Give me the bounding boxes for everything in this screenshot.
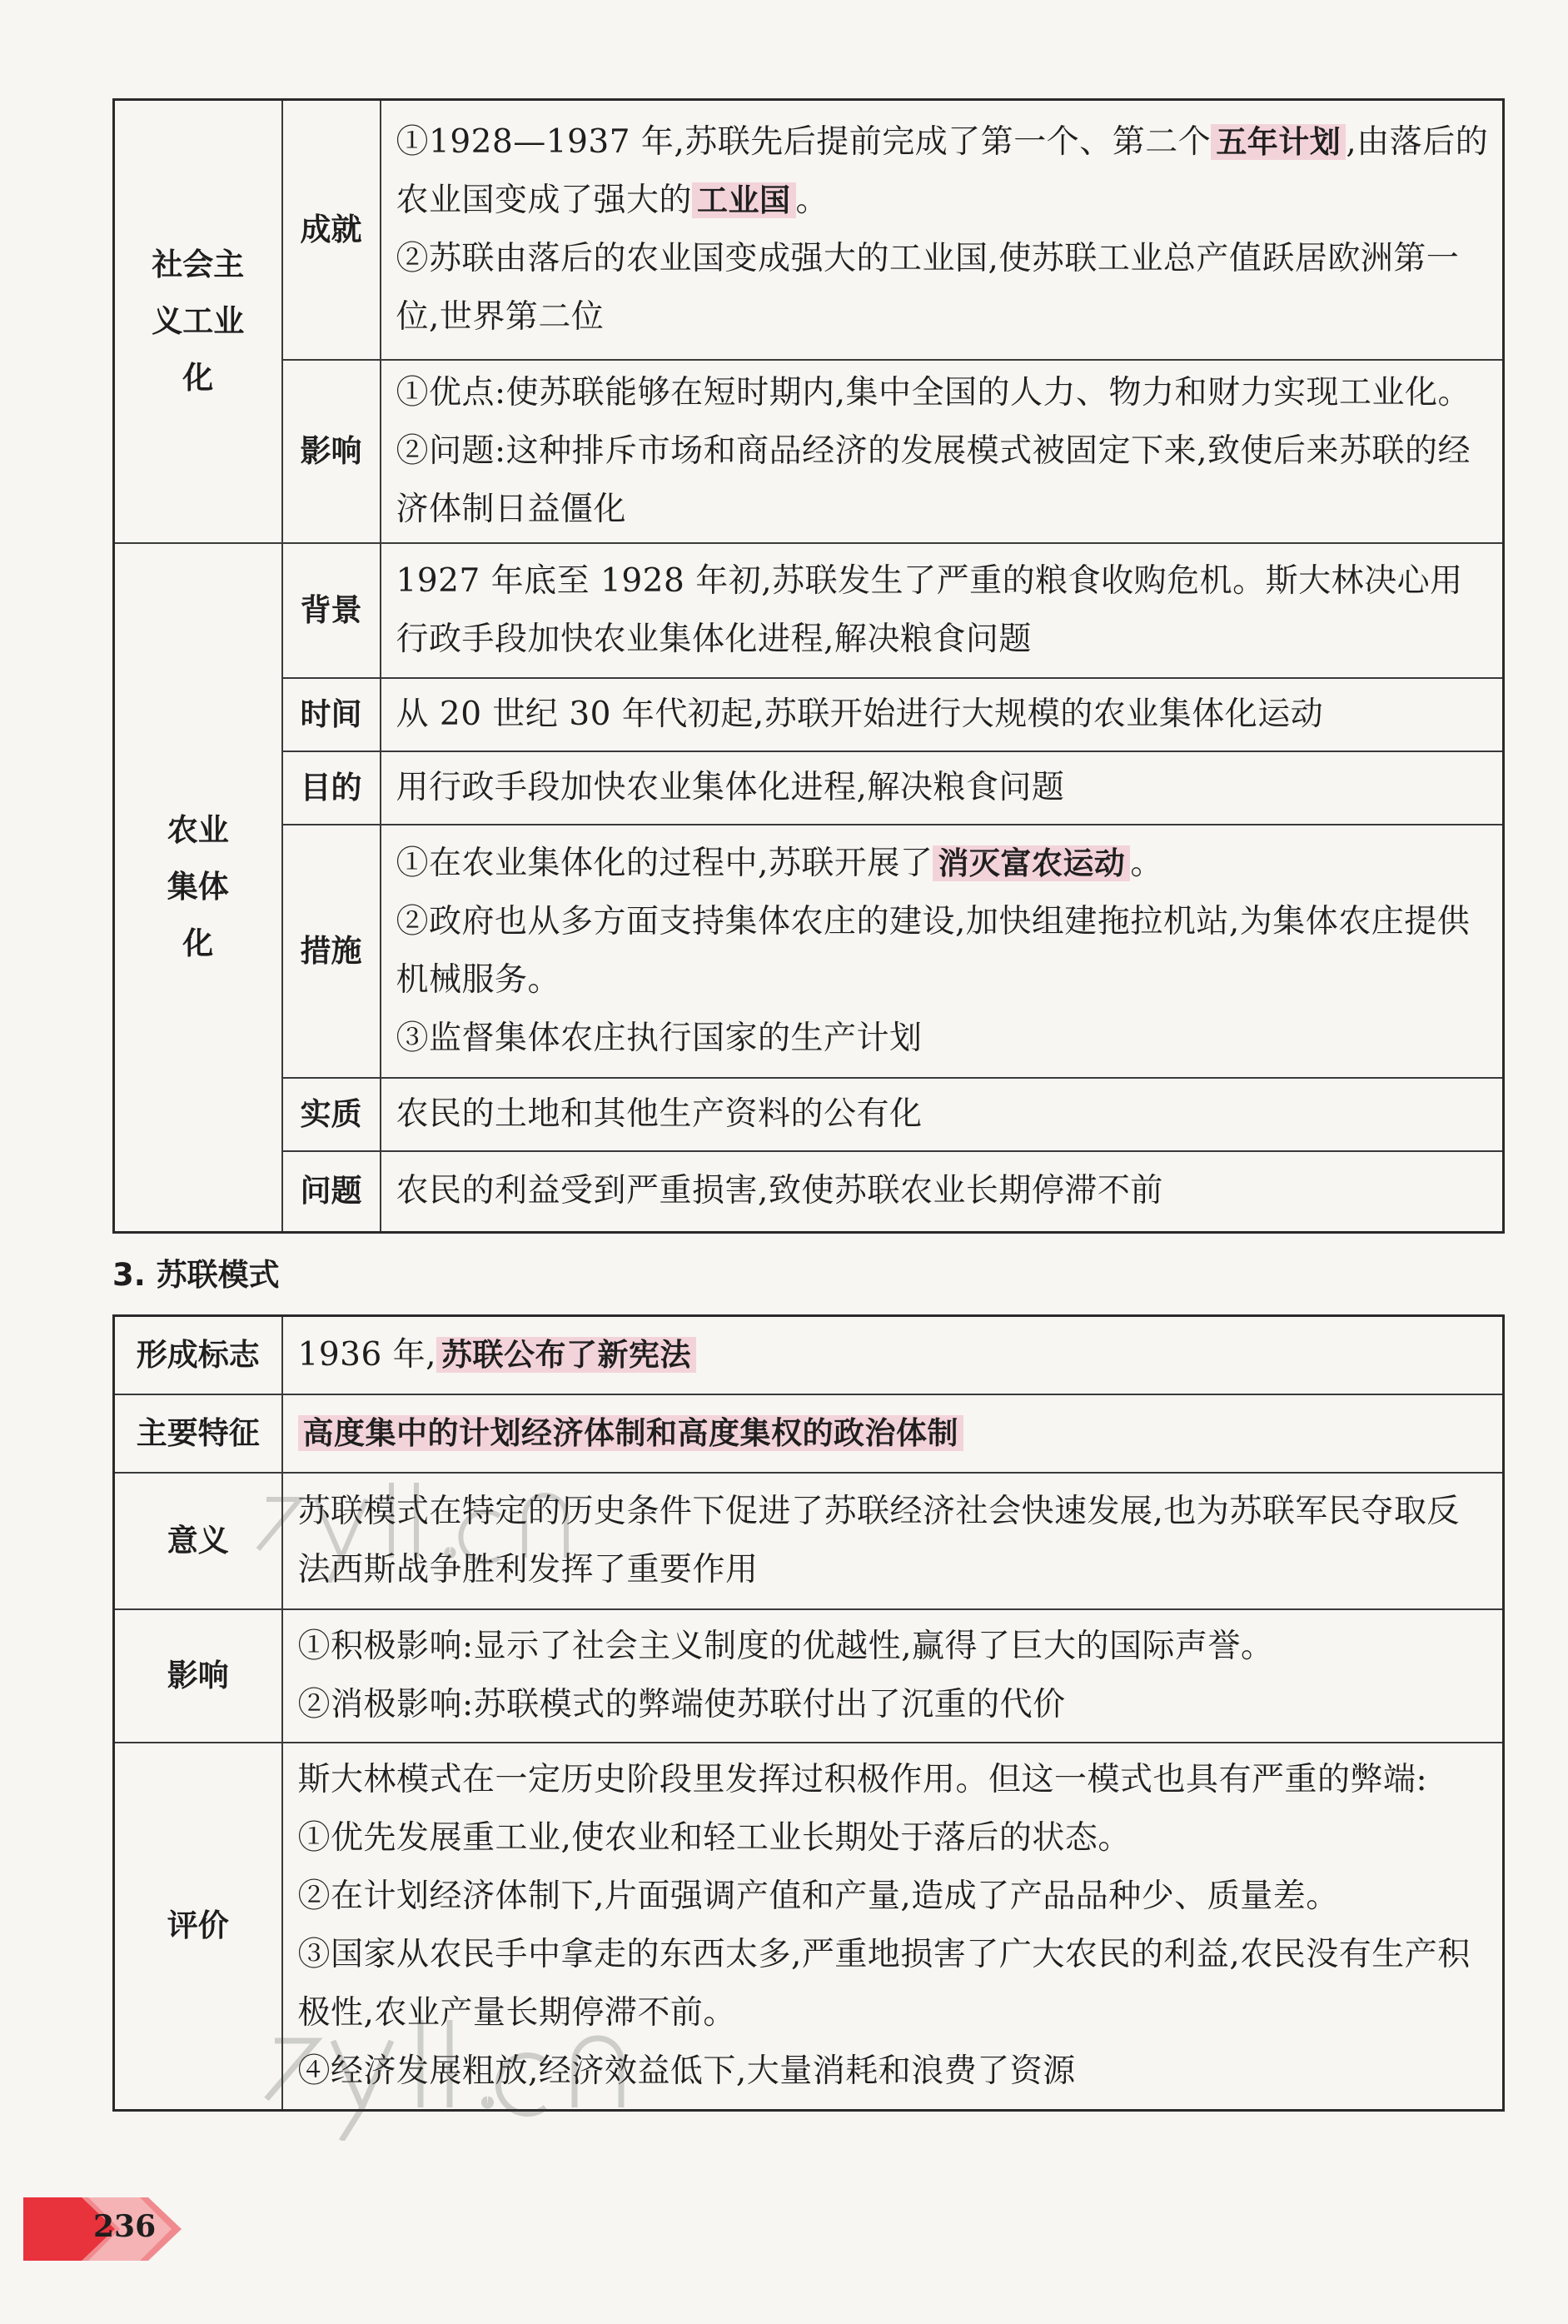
section-title: 3. 苏联模式 (112, 1257, 280, 1293)
row-label-measures: 措施 (282, 825, 381, 1078)
row-label-formation: 形成标志 (114, 1316, 282, 1394)
paragraph: 斯大林模式在一定历史阶段里发挥过积极作用。但这一模式也具有严重的弊端: (297, 1761, 1428, 1799)
highlight-new-constitution: 苏联公布了新宪法 (436, 1337, 696, 1373)
paragraph: ①优先发展重工业,使农业和轻工业长期处于落后的状态。 (297, 1819, 1131, 1858)
category-collectivization: 农业集体化 (114, 543, 282, 1233)
row-label-purpose: 目的 (282, 751, 381, 825)
row-label-background: 背景 (282, 543, 381, 678)
row-label-evaluation: 评价 (114, 1743, 282, 2111)
paragraph: ②在计划经济体制下,片面强调产值和产量,造成了产品品种少、质量差。 (297, 1878, 1339, 1916)
row-label-influence: 影响 (114, 1609, 282, 1743)
table-industrialization-collectivization (112, 98, 1505, 1234)
row-label-problem: 问题 (282, 1151, 381, 1233)
paragraph: ①积极影响:显示了社会主义制度的优越性,赢得了巨大的国际声誉。 (297, 1627, 1274, 1665)
row-content-evaluation (282, 1743, 1504, 2111)
table-soviet-model (112, 1314, 1505, 2112)
paragraph: ②苏联由落后的农业国变成强大的工业国,使苏联工业总产值跃居欧洲第一位,世界第二位 (396, 239, 1460, 336)
paragraph: ③监督集体农庄执行国家的生产计划 (396, 1019, 923, 1057)
row-content-problem: 农民的利益受到严重损害,致使苏联农业长期停滞不前 (381, 1151, 1504, 1233)
row-content-purpose: 用行政手段加快农业集体化进程,解决粮食问题 (381, 751, 1504, 825)
row-content-time: 从 20 世纪 30 年代初起,苏联开始进行大规模的农业集体化运动 (381, 678, 1504, 751)
row-label-time: 时间 (282, 678, 381, 751)
row-label-achievement: 成就 (282, 100, 381, 360)
paragraph: ①优点:使苏联能够在短时期内,集中全国的人力、物力和财力实现工业化。 (396, 373, 1471, 411)
page-number: 236 (93, 2209, 157, 2244)
category-industrialization: 社会主义工业化 (114, 100, 282, 543)
paragraph: ②问题:这种排斥市场和商品经济的发展模式被固定下来,致使后来苏联的经济体制日益僵化 (396, 431, 1471, 528)
row-content-background: 1927 年底至 1928 年初,苏联发生了严重的粮食收购危机。斯大林决心用行政手段加快农业集体化进程,解决粮食问题 (381, 543, 1504, 678)
row-content-features (282, 1394, 1504, 1473)
highlight-features: 高度集中的计划经济体制和高度集权的政治体制 (298, 1415, 964, 1451)
highlight-industrial-country: 工业国 (692, 182, 796, 218)
paragraph: ②政府也从多方面支持集体农庄的建设,加快组建拖拉机站,为集体农庄提供机械服务。 (396, 902, 1471, 999)
highlight-five-year-plan: 五年计划 (1211, 124, 1346, 160)
paragraph: ①在农业集体化的过程中,苏联开展了 消灭富农运动 。 (396, 844, 1163, 882)
row-content-influence (282, 1609, 1504, 1743)
row-content-essence: 农民的土地和其他生产资料的公有化 (381, 1078, 1504, 1151)
row-content-measures (381, 825, 1504, 1078)
row-label-significance: 意义 (114, 1473, 282, 1609)
row-label-impact: 影响 (282, 360, 381, 543)
row-content-significance: 苏联模式在特定的历史条件下促进了苏联经济社会快速发展,也为苏联军民夺取反法西斯战争胜利发挥了重要作用 (282, 1473, 1504, 1609)
row-content-formation: 1936 年, 苏联公布了新宪法 (282, 1316, 1504, 1394)
row-label-essence: 实质 (282, 1078, 381, 1151)
row-label-features: 主要特征 (114, 1394, 282, 1473)
row-content-achievement (381, 100, 1504, 360)
page-number-badge (23, 2191, 190, 2267)
paragraph: ②消极影响:苏联模式的弊端使苏联付出了沉重的代价 (297, 1685, 1066, 1723)
paragraph: ③国家从农民手中拿走的东西太多,严重地损害了广大农民的利益,农民没有生产积极性,农业产量长期停滞不前。 (297, 1936, 1471, 2032)
paragraph: ①1928—1937 年,苏联先后提前完成了第一个、第二个 五年计划 ,由落后的农业国变成了强大的 工业国 。 (396, 122, 1489, 219)
row-content-impact (381, 360, 1504, 543)
highlight-anti-kulak: 消灭富农运动 (933, 845, 1130, 881)
paragraph: ④经济发展粗放,经济效益低下,大量消耗和浪费了资源 (297, 2052, 1076, 2091)
